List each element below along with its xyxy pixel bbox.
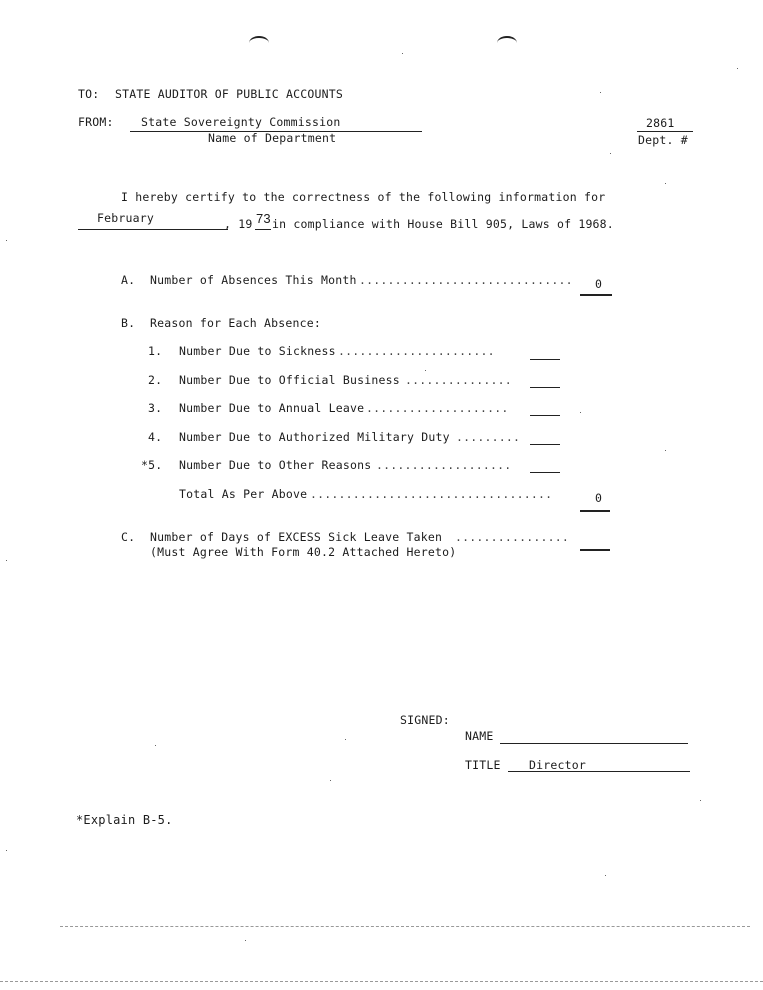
b1-label: Number Due to Sickness	[179, 344, 336, 358]
punch-mark-right	[497, 36, 517, 50]
section-b-label: Reason for Each Absence:	[150, 316, 321, 330]
scan-speck	[330, 780, 331, 781]
b3-leader: ....................	[366, 401, 509, 415]
footnote: *Explain B-5.	[76, 813, 173, 827]
to-value: STATE AUDITOR OF PUBLIC ACCOUNTS	[115, 87, 343, 101]
total-underline	[580, 510, 610, 512]
scan-speck	[245, 940, 246, 941]
scan-speck	[580, 412, 581, 413]
dept-number: 2861	[646, 116, 675, 130]
from-label: FROM:	[78, 115, 114, 129]
b4-label: Number Due to Authorized Military Duty	[179, 430, 450, 444]
section-a-leader: ..............................	[359, 273, 573, 287]
total-value: 0	[595, 491, 603, 505]
b3-label: Number Due to Annual Leave	[179, 401, 365, 415]
scan-speck	[345, 739, 346, 740]
scan-speck	[6, 850, 7, 851]
title-line	[508, 771, 690, 772]
punch-mark-left	[249, 36, 269, 50]
certify-line1: I hereby certify to the correctness of the following information for	[121, 190, 606, 204]
year-prefix: , 19	[224, 217, 253, 231]
b1-leader: ......................	[338, 344, 495, 358]
name-label: NAME	[465, 729, 494, 743]
section-a-label: Number of Absences This Month	[150, 273, 357, 287]
section-a-value: 0	[595, 277, 603, 291]
from-value: State Sovereignty Commission	[141, 115, 341, 129]
total-leader: ..................................	[310, 487, 553, 501]
section-c-blank	[580, 549, 610, 551]
scan-speck	[665, 450, 666, 451]
b1-num: 1.	[148, 344, 163, 358]
title-value: Director	[529, 758, 586, 772]
b2-blank	[530, 387, 560, 388]
b5-blank	[530, 472, 560, 473]
b4-num: 4.	[148, 430, 163, 444]
name-line	[500, 743, 688, 744]
section-c-label: Number of Days of EXCESS Sick Leave Taken	[150, 530, 443, 544]
dept-number-underline	[637, 131, 693, 132]
b5-label: Number Due to Other Reasons	[179, 458, 372, 472]
section-b-letter: B.	[121, 316, 136, 330]
certify-month: February	[97, 211, 154, 225]
b2-num: 2.	[148, 373, 163, 387]
total-label: Total As Per Above	[179, 487, 308, 501]
section-c-letter: C.	[121, 530, 136, 544]
scan-speck	[155, 745, 156, 746]
dept-number-caption: Dept. #	[638, 133, 688, 147]
scan-speck	[6, 240, 7, 241]
scan-speck	[605, 875, 606, 876]
signed-label: SIGNED:	[400, 713, 450, 727]
b3-blank	[530, 415, 560, 416]
b2-leader: ...............	[405, 373, 512, 387]
dept-caption: Name of Department	[208, 131, 337, 145]
month-underline	[78, 229, 228, 230]
section-c-note: (Must Agree With Form 40.2 Attached Hereto)	[150, 545, 457, 559]
year-suffix: 73	[256, 211, 271, 226]
b2-label: Number Due to Official Business	[179, 373, 400, 387]
scan-speck	[700, 800, 701, 801]
scan-speck	[600, 92, 601, 93]
b1-blank	[530, 359, 560, 360]
b5-leader: ...................	[376, 458, 512, 472]
scan-edge-line	[60, 926, 750, 927]
section-a-underline	[580, 294, 612, 296]
scan-speck	[610, 153, 611, 154]
b3-num: 3.	[148, 401, 163, 415]
title-label: TITLE	[465, 758, 501, 772]
to-label: TO:	[78, 87, 100, 101]
scan-speck	[665, 183, 666, 184]
section-c-leader: ................	[455, 530, 569, 544]
scan-speck	[737, 68, 738, 69]
scan-speck	[425, 370, 426, 371]
b4-blank	[530, 444, 560, 445]
scan-speck	[402, 53, 403, 54]
scan-speck	[6, 560, 7, 561]
section-a-letter: A.	[121, 273, 136, 287]
certify-line2: in compliance with House Bill 905, Laws of 1968.	[272, 217, 614, 231]
year-underline	[255, 229, 271, 230]
b5-num: *5.	[141, 458, 163, 472]
b4-leader: .........	[456, 430, 521, 444]
scan-bottom-edge	[0, 981, 763, 982]
